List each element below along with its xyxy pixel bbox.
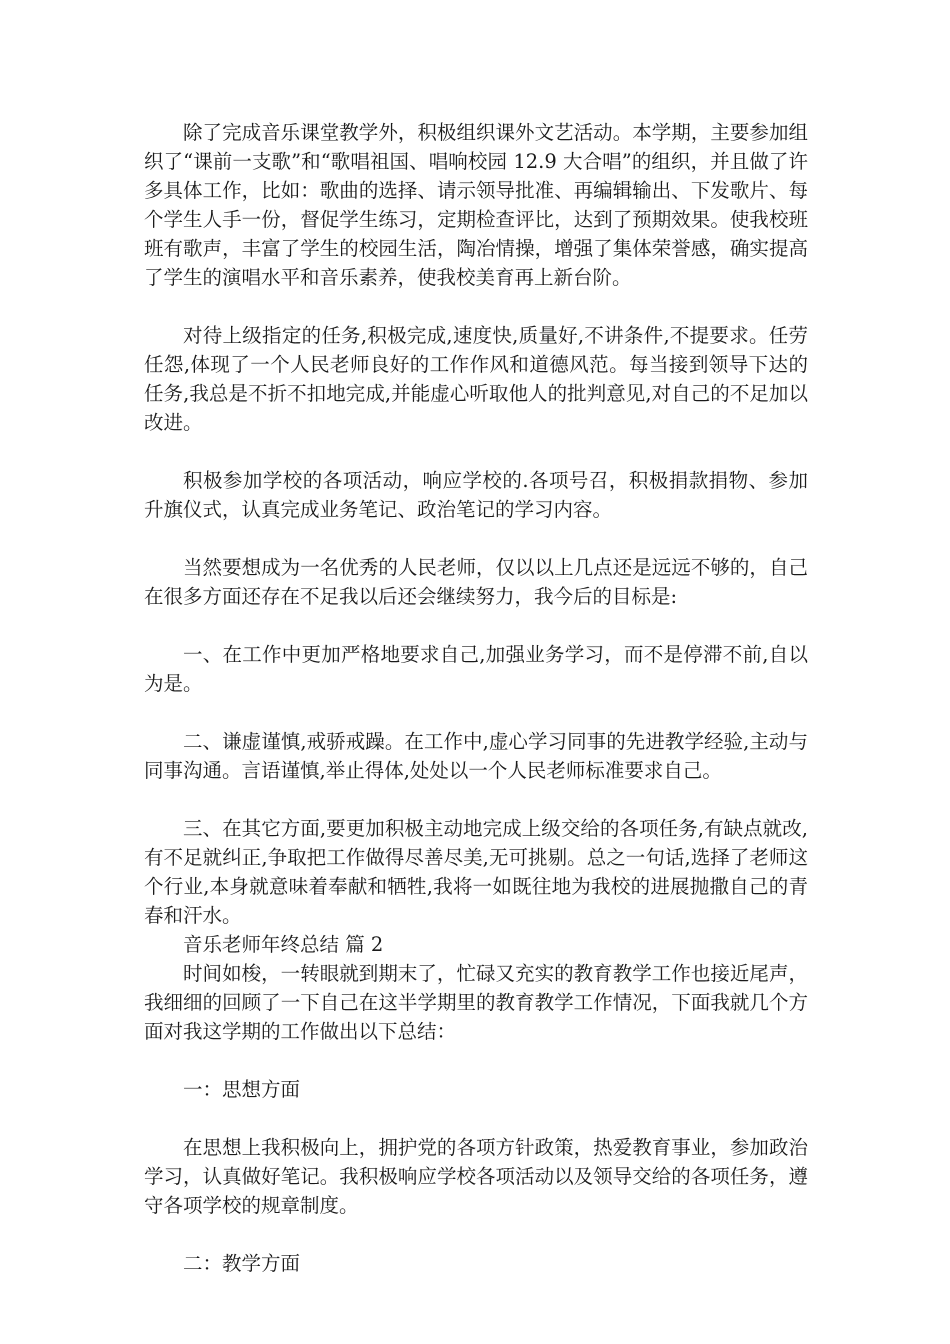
document-page [144,118,808,1307]
paragraph-activities: 积极参加学校的各项活动，响应学校的.各项号召，积极捐款捐物、参加升旗仪式，认真完成业务笔记、政治笔记的学习内容。 [144,469,808,521]
paragraph-goal-two: 二、谦虚谨慎,戒骄戒躁。在工作中,虚心学习同事的先进教学经验,主动与同事沟通。言语谨慎,举止得体,处处以一个人民老师标准要求自己。 [144,730,808,782]
paragraph-goals-intro: 当然要想成为一名优秀的人民老师，仅以以上几点还是远远不够的，自己在很多方面还存在不足我以后还会继续努力，我今后的目标是: [144,556,808,608]
paragraph-extracurricular: 除了完成音乐课堂教学外，积极组织课外文艺活动。本学期，主要参加组织了“课前一支歌”和“歌唱祖国、唱响校园 12.9 大合唱”的组织，并且做了许多具体工作，比如：歌曲的选择、请示领导批准、再编辑输出、下发歌片、每个学生人手一份，督促学生练习，定期检查评比，达到了预期效果。使我校班班有歌声，丰富了学生的校园生活，陶冶情操，增强了集体荣誉感，确实提高了学生的演唱水平和音乐素养，使我校美育再上新台阶。 [144,121,808,289]
paragraph-summary-intro: 时间如梭，一转眼就到期末了，忙碌又充实的教育教学工作也接近尾声，我细细的回顾了一下自己在这半学期里的教育教学工作情况，下面我就几个方面对我这学期的工作做出以下总结： [144,962,808,1043]
paragraph-goal-three: 三、在其它方面,要更加积极主动地完成上级交给的各项任务,有缺点就改,有不足就纠正,争取把工作做得尽善尽美,无可挑剔。总之一句话,选择了老师这个行业,本身就意味着奉献和牺牲,我将一如既往地为我校的进展抛撒自己的青春和汗水。 [144,817,808,927]
paragraph-tasks: 对待上级指定的任务,积极完成,速度快,质量好,不讲条件,不提要求。任劳任怨,体现了一个人民老师良好的工作作风和道德风范。每当接到领导下达的任务,我总是不折不扣地完成,并能虚心听取他人的批判意见,对自己的不足加以改进。 [144,324,808,434]
paragraph-goal-one: 一、在工作中更加严格地要求自己,加强业务学习，而不是停滞不前,自以为是。 [144,643,808,695]
heading-teaching: 二：教学方面 [183,1252,301,1275]
section-title-part-2: 音乐老师年终总结 篇 2 [183,933,384,956]
paragraph-ideology: 在思想上我积极向上，拥护党的各项方针政策，热爱教育事业，参加政治学习，认真做好笔记。我积极响应学校各项活动以及领导交给的各项任务，遵守各项学校的规章制度。 [144,1136,808,1217]
heading-ideology: 一：思想方面 [183,1078,301,1101]
